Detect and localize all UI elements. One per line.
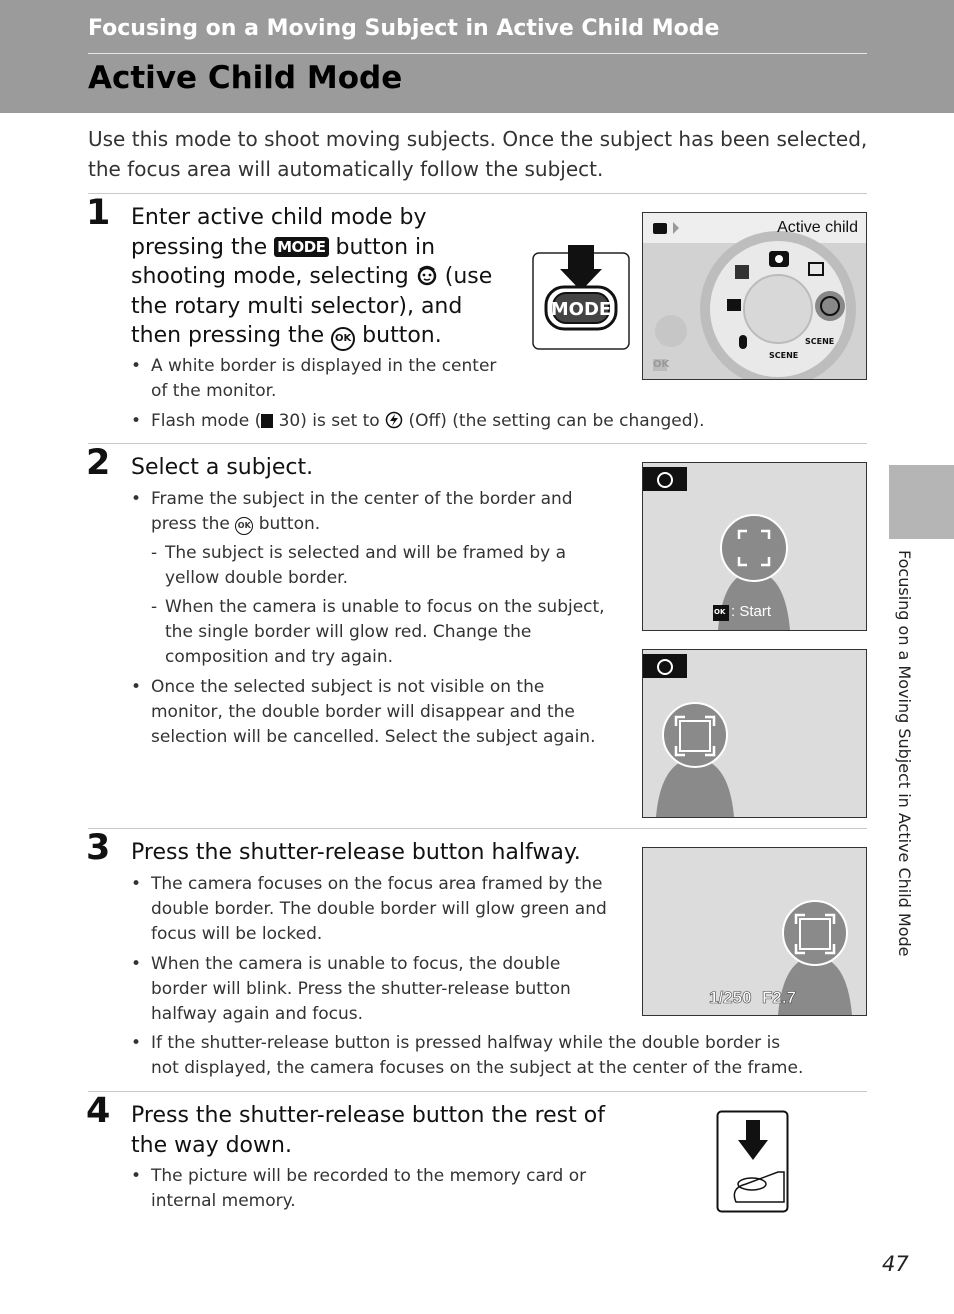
monitor-screen-select — [642, 462, 867, 631]
bullet-text: The camera focuses on the focus area framed by the double border. The double border will glow green and focus will be locked. — [151, 874, 607, 944]
bullet: • — [131, 1166, 142, 1186]
bullet: • — [131, 874, 142, 894]
side-section-label — [895, 550, 925, 980]
header-rule — [88, 53, 867, 54]
step2-bullets — [131, 487, 609, 755]
step-text: button. — [362, 323, 442, 348]
mode-button-illustration — [532, 243, 630, 350]
screen-mode-label: Active child — [777, 219, 858, 236]
bullet-text: When the camera is unable to focus, the double border will blink. Press the shutter-release button halfway again and focus. — [151, 954, 571, 1024]
aperture: F2.7 — [762, 988, 797, 1007]
step-number: 2 — [86, 443, 111, 483]
ok-label: OK — [653, 359, 670, 370]
bullet-text: A white border is displayed in the center of the monitor. — [151, 356, 497, 401]
list-item — [131, 675, 609, 750]
list-item — [131, 409, 831, 434]
page-number: 47 — [882, 1252, 909, 1276]
sub-item — [151, 541, 609, 591]
step3-bullets-2 — [131, 1031, 811, 1086]
bullet-text: If the shutter-release button is pressed halfway while the double border is not displayed, the camera focuses on the subject at the center of the frame. — [151, 1033, 804, 1078]
bullet-text: Once the selected subject is not visible on the monitor, the double border will disappear and the selection will be cancelled. Select the subject again. — [151, 677, 596, 747]
mode-label: MODE — [550, 299, 612, 320]
section-subtitle: Focusing on a Moving Subject in Active Child Mode — [88, 16, 720, 41]
divider — [88, 443, 867, 444]
start-label: : Start — [731, 603, 772, 620]
step-text: button in shooting mode, selecting — [131, 234, 436, 289]
bullet-text: Frame the subject in the center of the border and press the — [151, 489, 573, 534]
list-item — [131, 487, 609, 670]
list-item — [131, 1031, 811, 1081]
step-number: 4 — [86, 1091, 111, 1131]
step-text: Enter active child mode by pressing the — [131, 205, 427, 260]
page-title: Active Child Mode — [88, 60, 403, 96]
side-tab — [889, 465, 954, 539]
monitor-screen-focus — [642, 847, 867, 1016]
ok-button-icon: OK — [331, 327, 355, 351]
dash: - — [151, 597, 158, 617]
step-heading: Press the shutter-release button halfway. — [131, 840, 581, 865]
bullet: • — [131, 356, 142, 376]
scene-label: SCENE — [769, 351, 799, 360]
ok-label: OK — [714, 608, 726, 616]
step3-bullets — [131, 872, 609, 1032]
divider — [88, 828, 867, 829]
divider — [88, 1091, 867, 1092]
scene-label: SCENE — [805, 337, 835, 346]
step1-bullets — [131, 354, 516, 409]
list-item — [131, 1164, 609, 1214]
active-child-icon — [416, 264, 438, 286]
bullet-text: button. — [258, 514, 321, 534]
sub-item-text: When the camera is unable to focus on the subject, the single border will glow red. Change the composition and try again. — [165, 597, 605, 667]
dash: - — [151, 543, 158, 563]
monitor-screen-mode-select — [642, 212, 867, 380]
shutter-press-illustration — [716, 1110, 789, 1213]
page-header — [0, 0, 954, 113]
flash-off-icon — [385, 411, 403, 429]
reference-icon — [261, 414, 273, 428]
sub-item — [151, 595, 609, 670]
bullet: • — [131, 411, 142, 431]
list-item — [131, 354, 516, 404]
step1-bullets-2 — [131, 409, 831, 439]
mode-button-icon: MODE — [274, 237, 328, 257]
step-number: 3 — [86, 828, 111, 868]
ok-button-icon: OK — [235, 517, 253, 535]
bullet: • — [131, 954, 142, 974]
side-label-text: Focusing on a Moving Subject in Active Child Mode — [895, 550, 914, 957]
step-number: 1 — [86, 193, 111, 233]
monitor-screen-tracking — [642, 649, 867, 818]
bullet-text: The picture will be recorded to the memory card or internal memory. — [151, 1166, 587, 1211]
step-heading: Press the shutter-release button the rest of the way down. — [131, 1103, 605, 1158]
list-item — [131, 872, 609, 947]
sub-item-text: The subject is selected and will be framed by a yellow double border. — [165, 543, 566, 588]
step-text: (use the rotary multi selector), and then pressing the — [131, 264, 493, 348]
bullet-text: 30) is set to — [278, 411, 380, 431]
step-heading — [131, 203, 516, 351]
bullet-text: Flash mode ( — [151, 411, 262, 431]
bullet: • — [131, 1033, 142, 1053]
intro-paragraph: Use this mode to shoot moving subjects. Once the subject has been selected, the focus area will automatically follow the subject. — [88, 127, 868, 181]
divider — [88, 193, 867, 194]
camera-icon — [653, 223, 667, 234]
step4-bullets — [131, 1164, 609, 1219]
bullet: • — [131, 489, 142, 509]
bullet-text: (Off) (the setting can be changed). — [408, 411, 705, 431]
step-heading: Select a subject. — [131, 455, 314, 480]
shutter-speed: 1/250 — [709, 988, 752, 1007]
bullet: • — [131, 677, 142, 697]
list-item — [131, 952, 609, 1027]
